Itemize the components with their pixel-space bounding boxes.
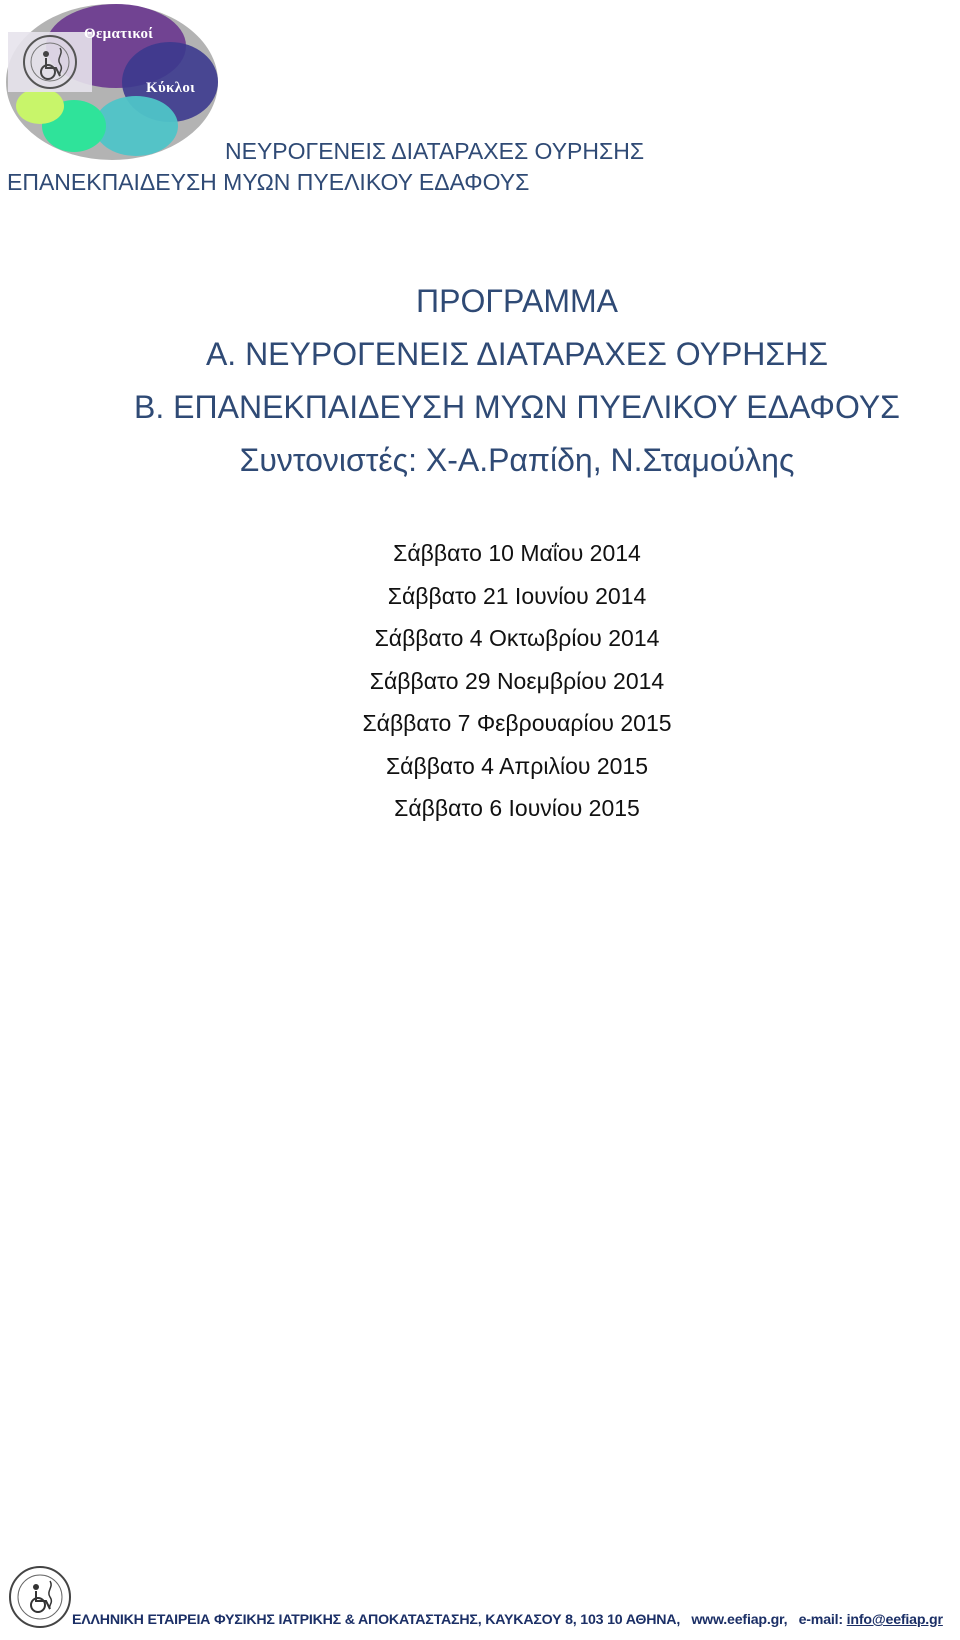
footer-address: ΕΛΛΗΝΙΚΗ ΕΤΑΙΡΕΙΑ ΦΥΣΙΚΗΣ ΙΑΤΡΙΚΗΣ & ΑΠΟΚΑΤΑΣΤΑΣΗΣ, ΚΑΥΚΑΣΟΥ 8, 103 10 ΑΘΗΝΑ, [72,1612,681,1628]
logo-text-cycles: Κύκλοι [146,80,196,96]
session-date: Σάββατο 21 Ιουνίου 2014 [387,582,647,609]
session-date: Σάββατο 4 Οκτωβρίου 2014 [374,625,660,651]
header-line-1: ΝΕΥΡΟΓΕΝΕΙΣ ΔΙΑΤΑΡΑΧΕΣ ΟΥΡΗΣΗΣ [225,138,645,164]
program-part-a: Α. ΝΕΥΡΟΓΕΝΕΙΣ ΔΙΑΤΑΡΑΧΕΣ ΟΥΡΗΣΗΣ [205,336,829,372]
footer-email-link[interactable]: info@eefiap.gr [846,1612,943,1628]
program-coordinators: Συντονιστές: Χ-Α.Ραπίδη, Ν.Σταμούλης [239,442,795,478]
program-part-b: Β. ΕΠΑΝΕΚΠΑΙΔΕΥΣΗ ΜΥΩΝ ΠΥΕΛΙΚΟΥ ΕΔΑΦΟΥΣ [134,389,900,425]
session-date: Σάββατο 6 Ιουνίου 2015 [394,795,640,821]
header-line-2: ΕΠΑΝΕΚΠΑΙΔΕΥΣΗ ΜΥΩΝ ΠΥΕΛΙΚΟΥ ΕΔΑΦΟΥΣ [7,169,530,195]
program-title: ΠΡΟΓΡΑΜΜΑ [416,283,618,319]
session-date: Σάββατο 29 Νοεμβρίου 2014 [369,667,665,694]
session-date: Σάββατο 10 Μαΐου 2014 [393,540,641,566]
program-block [0,275,960,487]
footer-website-link[interactable]: www.eefiap.gr, [691,1612,788,1628]
session-date: Σάββατο 4 Απριλίου 2015 [385,752,649,779]
session-dates-list [0,532,960,830]
footer-contact [72,1612,958,1628]
footer-email-label: e-mail: [798,1612,843,1628]
theme-cycles-logo [4,2,220,162]
session-date: Σάββατο 7 Φεβρουαρίου 2015 [362,710,672,736]
footer-emblem-icon [8,1565,72,1629]
logo-text-themes: Θεματικοί [84,26,154,42]
